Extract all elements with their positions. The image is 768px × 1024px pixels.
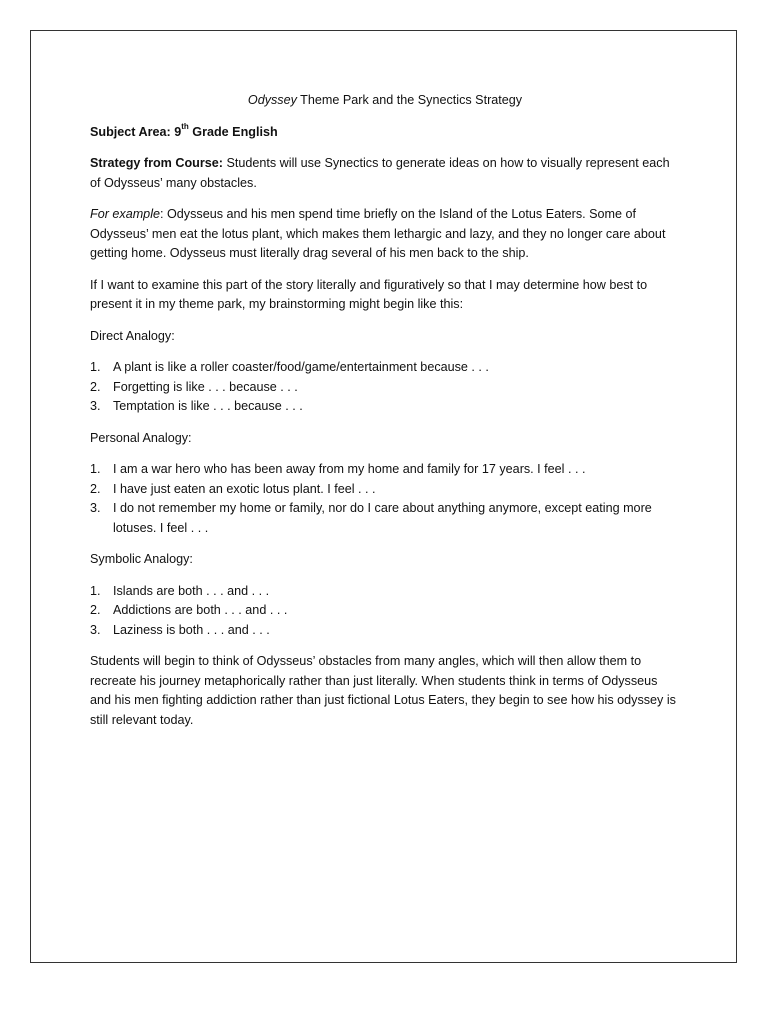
list-number: 3. <box>90 399 101 413</box>
title-text: Theme Park and the Synectics Strategy <box>296 93 523 107</box>
personal-analogy-list <box>90 460 680 538</box>
example-label: For example <box>90 207 160 221</box>
strategy-label: Strategy from Course: <box>90 156 223 170</box>
list-item <box>90 480 680 500</box>
example-text: : Odysseus and his men spend time briefly on the Island of the Lotus Eaters. Some of Odysseus’ men eat the lotus plant, which makes them lethargic and lazy, and they no longer care about getting home. Odysseus must literally drag several of his men back to the ship. <box>90 207 666 260</box>
list-item <box>90 499 680 538</box>
list-item <box>90 378 680 398</box>
subject-label: Subject Area: 9 <box>90 124 182 139</box>
direct-analogy-list <box>90 358 680 417</box>
document-body <box>90 91 680 742</box>
direct-analogy-heading: Direct Analogy: <box>90 328 175 343</box>
list-text: I do not remember my home or family, nor do I care about anything anymore, except eating more lotuses. I feel . . . <box>113 501 652 535</box>
list-number: 3. <box>90 622 101 637</box>
strategy-text: Students will use Synectics to generate ideas on how to visually represent each of Odysseus’ many obstacles. <box>90 156 670 190</box>
intro-paragraph: If I want to examine this part of the story literally and figuratively so that I may determine how best to present it in my theme park, my brainstorming might begin like this: <box>90 277 648 311</box>
list-number: 2. <box>90 603 101 617</box>
title-italic: Odyssey <box>247 93 297 107</box>
document-title <box>90 91 680 111</box>
list-number: 1. <box>90 583 101 598</box>
list-text: Islands are both . . . and . . . <box>113 583 270 598</box>
list-item <box>90 358 680 378</box>
list-item <box>90 397 680 417</box>
subject-grade: Grade English <box>188 124 278 139</box>
personal-analogy-heading: Personal Analogy: <box>90 430 192 445</box>
list-number: 2. <box>90 379 101 394</box>
list-text: A plant is like a roller coaster/food/game/entertainment because . . . <box>113 360 489 374</box>
list-number: 2. <box>90 481 101 496</box>
list-item <box>90 601 680 621</box>
list-text: I have just eaten an exotic lotus plant. I feel . . . <box>113 481 376 496</box>
symbolic-analogy-heading: Symbolic Analogy: <box>90 552 193 566</box>
list-number: 1. <box>90 360 101 374</box>
list-text: Temptation is like . . . because . . . <box>113 399 303 413</box>
list-number: 3. <box>90 501 101 515</box>
list-text: Laziness is both . . . and . . . <box>113 622 270 637</box>
closing-paragraph: Students will begin to think of Odysseus’ obstacles from many angles, which will then allow them to recreate his journey metaphorically rather than just literally. When students think in terms of Odysseus and his men fighting addiction rather than just fictional Lotus Eaters, they begin to see how his odyssey is still relevant today. <box>90 654 676 727</box>
list-item <box>90 621 680 641</box>
subject-superscript: th <box>181 122 189 132</box>
example-paragraph <box>90 205 680 264</box>
subject-area <box>90 123 680 143</box>
list-text: Forgetting is like . . . because . . . <box>113 379 298 394</box>
symbolic-analogy-list <box>90 582 680 641</box>
strategy-paragraph <box>90 154 680 193</box>
list-text: Addictions are both . . . and . . . <box>113 603 288 617</box>
list-item <box>90 582 680 602</box>
list-number: 1. <box>90 462 101 476</box>
list-item <box>90 460 680 480</box>
list-text: I am a war hero who has been away from my home and family for 17 years. I feel . . . <box>113 462 586 476</box>
